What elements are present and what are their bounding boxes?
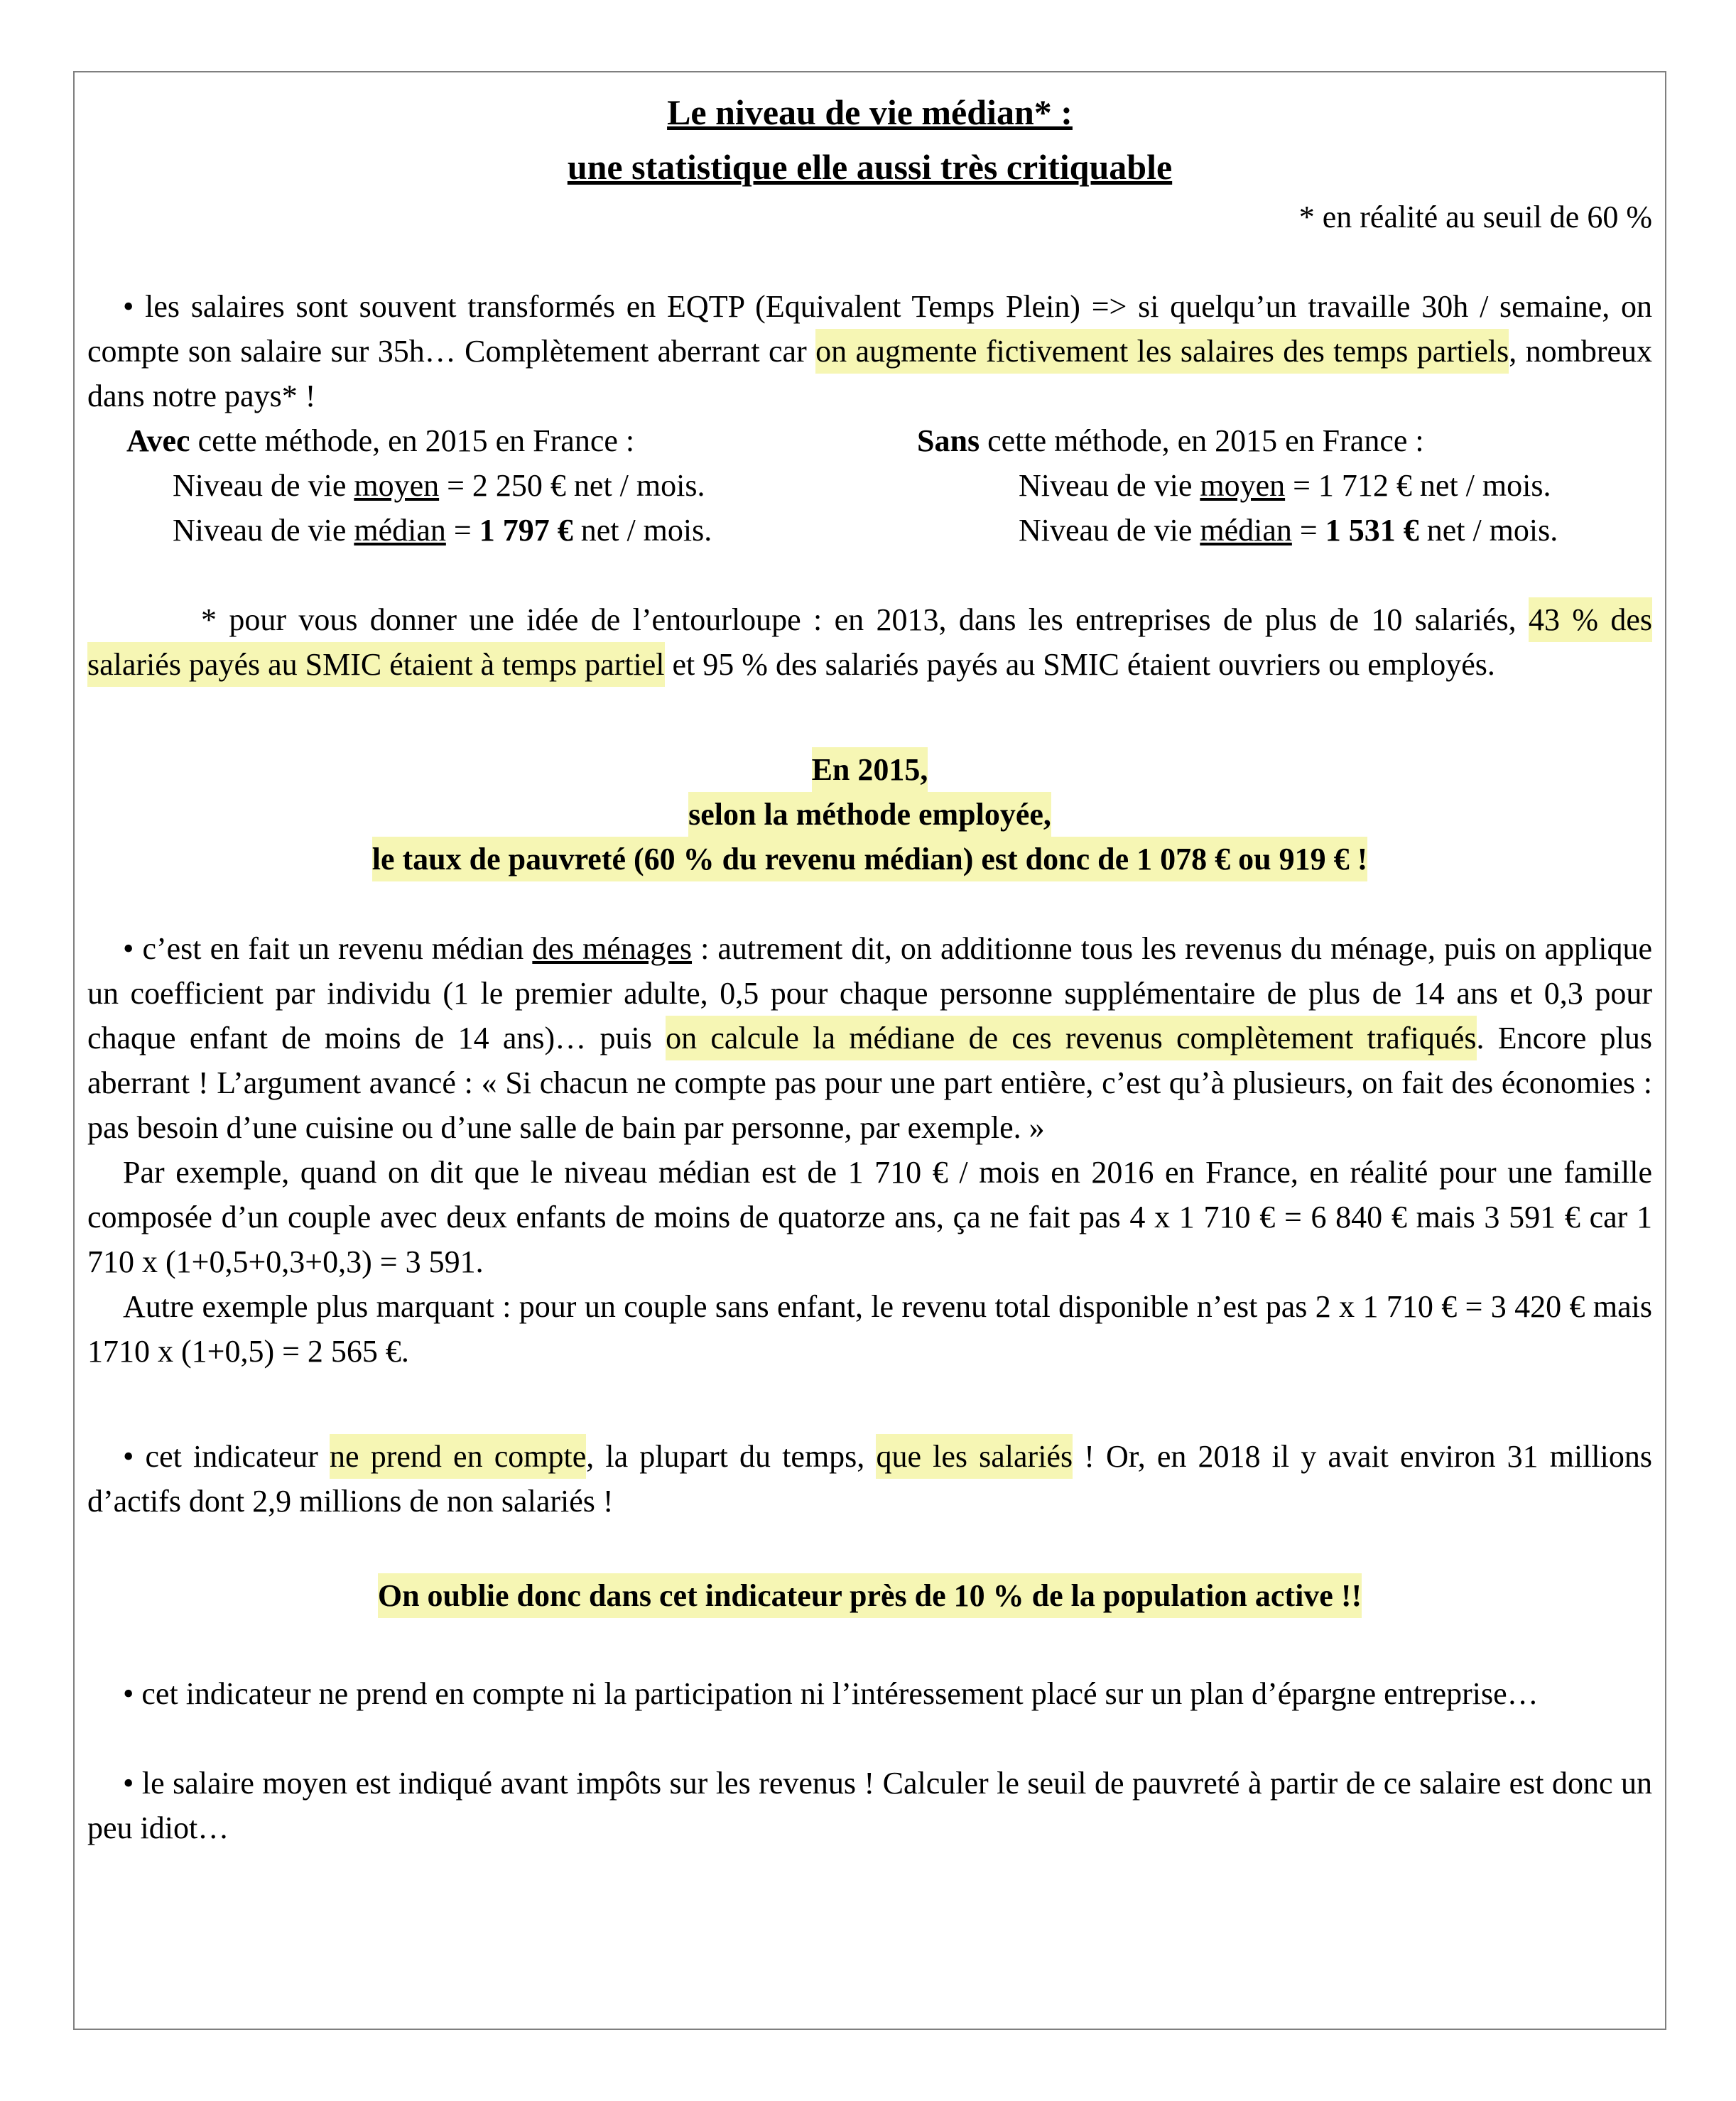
text-run: Sans [917, 423, 980, 458]
highlighted-text-run: ne prend en compte [330, 1434, 586, 1479]
banner-selon-methode [87, 792, 1652, 837]
text-run: net / mois. [573, 513, 712, 548]
paragraph-revenu-menages [87, 926, 1652, 1150]
text-run: • cet indicateur ne prend en compte ni la participation ni l’intéressement placé sur un plan d’épargne entreprise… [123, 1676, 1539, 1711]
text-run: * en réalité au seuil de 60 % [1298, 200, 1652, 234]
highlighted-text-run: On oublie donc dans cet indicateur près de 10 % de la population active !! [378, 1573, 1362, 1618]
text-run: : autrement dit, on additionne tous les revenus du ménage, puis on applique un coefficient par individu (1 le premier adulte, 0,5 pour chaque personne supplémentaire de plus de 14 ans et 0,3 pour chaque enfant de moins de 14 ans)… puis [87, 931, 1653, 1055]
document-title-line-2 [87, 140, 1652, 195]
avec-method-header [87, 418, 917, 463]
document-box [73, 71, 1666, 2030]
text-run: • le salaire moyen est indiqué avant impôts sur les revenus ! Calculer le seuil de pauvreté à partir de ce salaire est donc un peu idiot… [87, 1766, 1652, 1845]
highlighted-text-run: le taux de pauvreté (60 % du revenu médian) est donc de 1 078 € ou 919 € ! [372, 837, 1368, 881]
text-run: Avec [126, 423, 190, 458]
paragraph-eqtp-salaries [87, 284, 1652, 418]
text-run: Autre exemple plus marquant : pour un couple sans enfant, le revenu total disponible n’est pas 2 x 1 710 € = 3 420 € mais 1710 x (1+0,5) = 2 565 €. [87, 1289, 1652, 1369]
document-title-line-1 [87, 85, 1652, 140]
banner-taux-pauvrete [87, 837, 1652, 881]
text-run: • les salaires sont souvent transformés en EQTP (Equivalent Temps Plein) => si quelqu’un travaille 30h / semaine, on compte son salaire sur 35h… Complètement aberrant car [87, 289, 1652, 369]
text-run: = 1 712 € net / mois. [1285, 468, 1551, 503]
comparison-moyen-row [87, 463, 1652, 508]
text-run: moyen [354, 468, 440, 503]
sans-niveau-median [917, 508, 1652, 553]
text-run: cette méthode, en 2015 en France : [190, 423, 635, 458]
highlighted-text-run: que les salariés [876, 1434, 1073, 1479]
text-run: moyen [1200, 468, 1286, 503]
paragraph-participation-interessement [87, 1671, 1652, 1716]
text-run: et 95 % des salariés payés au SMIC étaient ouvriers ou employés. [664, 647, 1495, 682]
highlighted-text-run: 43 % des salariés payés au SMIC étaient à temps partiel [87, 597, 1652, 687]
text-run: • cet indicateur [123, 1439, 330, 1474]
avec-niveau-median [87, 508, 917, 553]
text-run: Niveau de vie [1019, 468, 1200, 503]
paragraph-exemple-couple [87, 1284, 1652, 1374]
sans-method-header [917, 418, 1652, 463]
avec-niveau-moyen [87, 463, 917, 508]
text-run: = 2 250 € net / mois. [439, 468, 705, 503]
paragraph-salaire-avant-impots [87, 1761, 1652, 1850]
text-run: Niveau de vie [1019, 513, 1200, 548]
text-run: médian [354, 513, 446, 548]
text-run: Niveau de vie [173, 513, 354, 548]
highlighted-text-run: selon la méthode employée, [688, 792, 1051, 837]
banner-en-2015 [87, 747, 1652, 792]
text-run: cette méthode, en 2015 en France : [980, 423, 1424, 458]
paragraph-que-les-salaries [87, 1434, 1652, 1524]
paragraph-exemple-famille [87, 1150, 1652, 1284]
text-run: des ménages [532, 931, 693, 966]
text-run: médian [1200, 513, 1292, 548]
sans-niveau-moyen [917, 463, 1652, 508]
text-run: . Encore plus aberrant ! L’argument avancé : « Si chacun ne compte pas pour une part entière, c’est qu’à plusieurs, on fait des économies : pas besoin d’une cuisine ou d’une salle de bain par personne, par exemple. » [87, 1021, 1653, 1145]
text-run: , la plupart du temps, [586, 1439, 877, 1474]
text-run: net / mois. [1418, 513, 1558, 548]
comparison-median-row [87, 508, 1652, 553]
comparison-header-row [87, 418, 1652, 463]
text-run: = [445, 513, 479, 548]
highlighted-text-run: on augmente fictivement les salaires des temps partiels [815, 329, 1509, 374]
text-run: • c’est en fait un revenu médian [123, 931, 533, 966]
text-run: ! Or, en 2018 il y avait environ 31 millions d’actifs dont 2,9 millions de non salariés ! [87, 1439, 1652, 1519]
text-run: une statistique elle aussi très critiquable [567, 147, 1173, 187]
footnote-threshold-note [87, 195, 1652, 239]
highlighted-text-run: on calcule la médiane de ces revenus complètement trafiqués [666, 1016, 1476, 1060]
highlighted-text-run: En 2015, [812, 747, 928, 792]
text-run: Le niveau de vie médian* : [667, 92, 1073, 132]
text-run: 1 797 € [479, 513, 573, 548]
text-run: 1 531 € [1325, 513, 1419, 548]
text-run: Par exemple, quand on dit que le niveau médian est de 1 710 € / mois en 2016 en France, en réalité pour une famille composée d’un couple avec deux enfants de moins de quatorze ans, ça ne fait pas 4 x 1 710 € = 6 840 € mais 3 591 € car 1 710 x (1+0,5+0,3+0,3) = 3 591. [87, 1155, 1652, 1279]
text-run: * pour vous donner une idée de l’entourloupe : en 2013, dans les entreprises de plus de 10 salariés, [201, 602, 1529, 637]
text-run: = [1291, 513, 1325, 548]
text-run: , nombreux dans notre pays* ! [87, 334, 1652, 413]
text-run: Niveau de vie [173, 468, 354, 503]
banner-population-active [87, 1573, 1652, 1618]
paragraph-smic-entourloupe [87, 597, 1652, 687]
